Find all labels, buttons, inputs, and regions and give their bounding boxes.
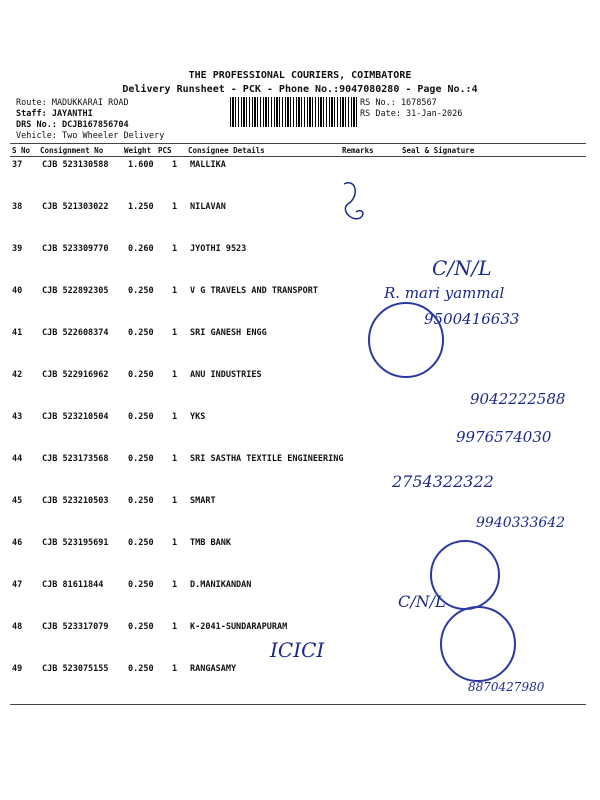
row-weight: 0.250	[128, 538, 154, 548]
row-sno: 38	[12, 202, 23, 212]
row-sno: 46	[12, 538, 23, 548]
row-consignee: TMB BANK	[190, 538, 231, 548]
handwriting-icici: ICICI	[270, 638, 325, 662]
row-pcs: 1	[172, 496, 178, 506]
handwriting-phone: 8870427980	[468, 680, 545, 694]
handwriting-phone: 9940333642	[476, 515, 566, 531]
row-consignee: V G TRAVELS AND TRANSPORT	[190, 286, 318, 296]
row-consignment: CJB 523075155	[42, 664, 109, 674]
table-row	[0, 328, 600, 368]
row-consignee: D.MANIKANDAN	[190, 580, 252, 590]
row-weight: 0.250	[128, 622, 154, 632]
row-weight: 0.250	[128, 412, 154, 422]
row-consignee: SMART	[190, 496, 216, 506]
handwriting-cnl: C/N/L	[398, 592, 446, 611]
row-consignment: CJB 81611844	[42, 580, 104, 590]
signature-scribble	[336, 178, 376, 230]
row-pcs: 1	[172, 160, 178, 170]
row-sno: 44	[12, 454, 23, 464]
row-pcs: 1	[172, 454, 178, 464]
row-consignment: CJB 522892305	[42, 286, 109, 296]
row-weight: 0.250	[128, 370, 154, 380]
row-consignment: CJB 523210504	[42, 412, 109, 422]
company-title: THE PROFESSIONAL COURIERS, COIMBATORE	[188, 70, 412, 81]
row-pcs: 1	[172, 202, 178, 212]
route: Route: MADUKKARAI ROAD	[16, 98, 129, 108]
handwriting-cnl: C/N/L	[432, 256, 492, 280]
drs-number: DRS No.: DCJB167856704	[16, 120, 129, 130]
row-weight: 0.250	[128, 328, 154, 338]
row-consignee: K-2041-SUNDARAPURAM	[190, 622, 288, 632]
row-pcs: 1	[172, 412, 178, 422]
row-pcs: 1	[172, 328, 178, 338]
row-weight: 0.250	[128, 580, 154, 590]
header-rule	[10, 143, 586, 144]
row-sno: 48	[12, 622, 23, 632]
row-consignment: CJB 522916962	[42, 370, 109, 380]
runsheet-title: Delivery Runsheet - PCK - Phone No.:9047080280 - Page No.:4	[122, 84, 478, 95]
rs-date: RS Date: 31-Jan-2026	[360, 109, 463, 119]
row-consignment: CJB 523210503	[42, 496, 109, 506]
clinic-stamp	[400, 176, 560, 242]
row-sno: 41	[12, 328, 23, 338]
col-remarks: Remarks	[342, 146, 374, 155]
row-pcs: 1	[172, 664, 178, 674]
handwriting-phone: 2754322322	[392, 472, 494, 491]
vehicle: Vehicle: Two Wheeler Delivery	[16, 131, 165, 141]
col-sno: S No	[12, 146, 31, 155]
row-consignment: CJB 521303022	[42, 202, 109, 212]
row-weight: 0.250	[128, 286, 154, 296]
row-sno: 43	[12, 412, 23, 422]
company-stamp	[368, 302, 444, 378]
row-consignee: YKS	[190, 412, 206, 422]
row-weight: 0.250	[128, 664, 154, 674]
row-pcs: 1	[172, 622, 178, 632]
row-pcs: 1	[172, 244, 178, 254]
row-sno: 45	[12, 496, 23, 506]
col-seal: Seal & Signature	[402, 146, 475, 155]
row-sno: 40	[12, 286, 23, 296]
row-pcs: 1	[172, 286, 178, 296]
handwriting-phone: 9976574030	[456, 428, 552, 446]
row-consignment: CJB 523317079	[42, 622, 109, 632]
row-weight: 1.600	[128, 160, 154, 170]
row-consignee: SRI GANESH ENGG	[190, 328, 267, 338]
col-pcs: PCS	[158, 146, 172, 155]
barcode	[230, 97, 357, 127]
row-consignee: RANGASAMY	[190, 664, 237, 674]
staff: Staff: JAYANTHI	[16, 109, 93, 119]
row-consignee: NILAVAN	[190, 202, 226, 212]
row-weight: 1.250	[128, 202, 154, 212]
row-consignment: CJB 523130588	[42, 160, 109, 170]
row-pcs: 1	[172, 538, 178, 548]
row-consignee: ANU INDUSTRIES	[190, 370, 262, 380]
row-sno: 37	[12, 160, 23, 170]
col-consignment: Consignment No	[40, 146, 104, 155]
column-rule	[10, 156, 586, 157]
icici-stamp	[440, 606, 516, 682]
row-sno: 49	[12, 664, 23, 674]
handwriting-phone: 9500416633	[424, 310, 520, 328]
row-consignment: CJB 523195691	[42, 538, 109, 548]
row-consignment: CJB 523309770	[42, 244, 109, 254]
handwriting-name: R. mari yammal	[384, 284, 505, 302]
row-sno: 39	[12, 244, 23, 254]
row-consignment: CJB 523173568	[42, 454, 109, 464]
table-row	[0, 454, 600, 494]
col-consignee: Consignee Details	[188, 146, 265, 155]
row-weight: 0.260	[128, 244, 154, 254]
row-consignee: JYOTHI 9523	[190, 244, 247, 254]
col-weight: Weight	[124, 146, 152, 155]
row-pcs: 1	[172, 370, 178, 380]
row-consignee: SRI SASTHA TEXTILE ENGINEERING	[190, 454, 344, 464]
rs-number: RS No.: 1678567	[360, 98, 437, 108]
footer-rule	[10, 704, 586, 705]
row-weight: 0.250	[128, 496, 154, 506]
table-row	[0, 538, 600, 578]
row-consignee: MALLIKA	[190, 160, 226, 170]
table-row	[0, 580, 600, 620]
row-weight: 0.250	[128, 454, 154, 464]
table-row	[0, 244, 600, 284]
row-sno: 47	[12, 580, 23, 590]
row-consignment: CJB 522608374	[42, 328, 109, 338]
row-pcs: 1	[172, 580, 178, 590]
row-sno: 42	[12, 370, 23, 380]
handwriting-phone: 9042222588	[470, 390, 566, 408]
